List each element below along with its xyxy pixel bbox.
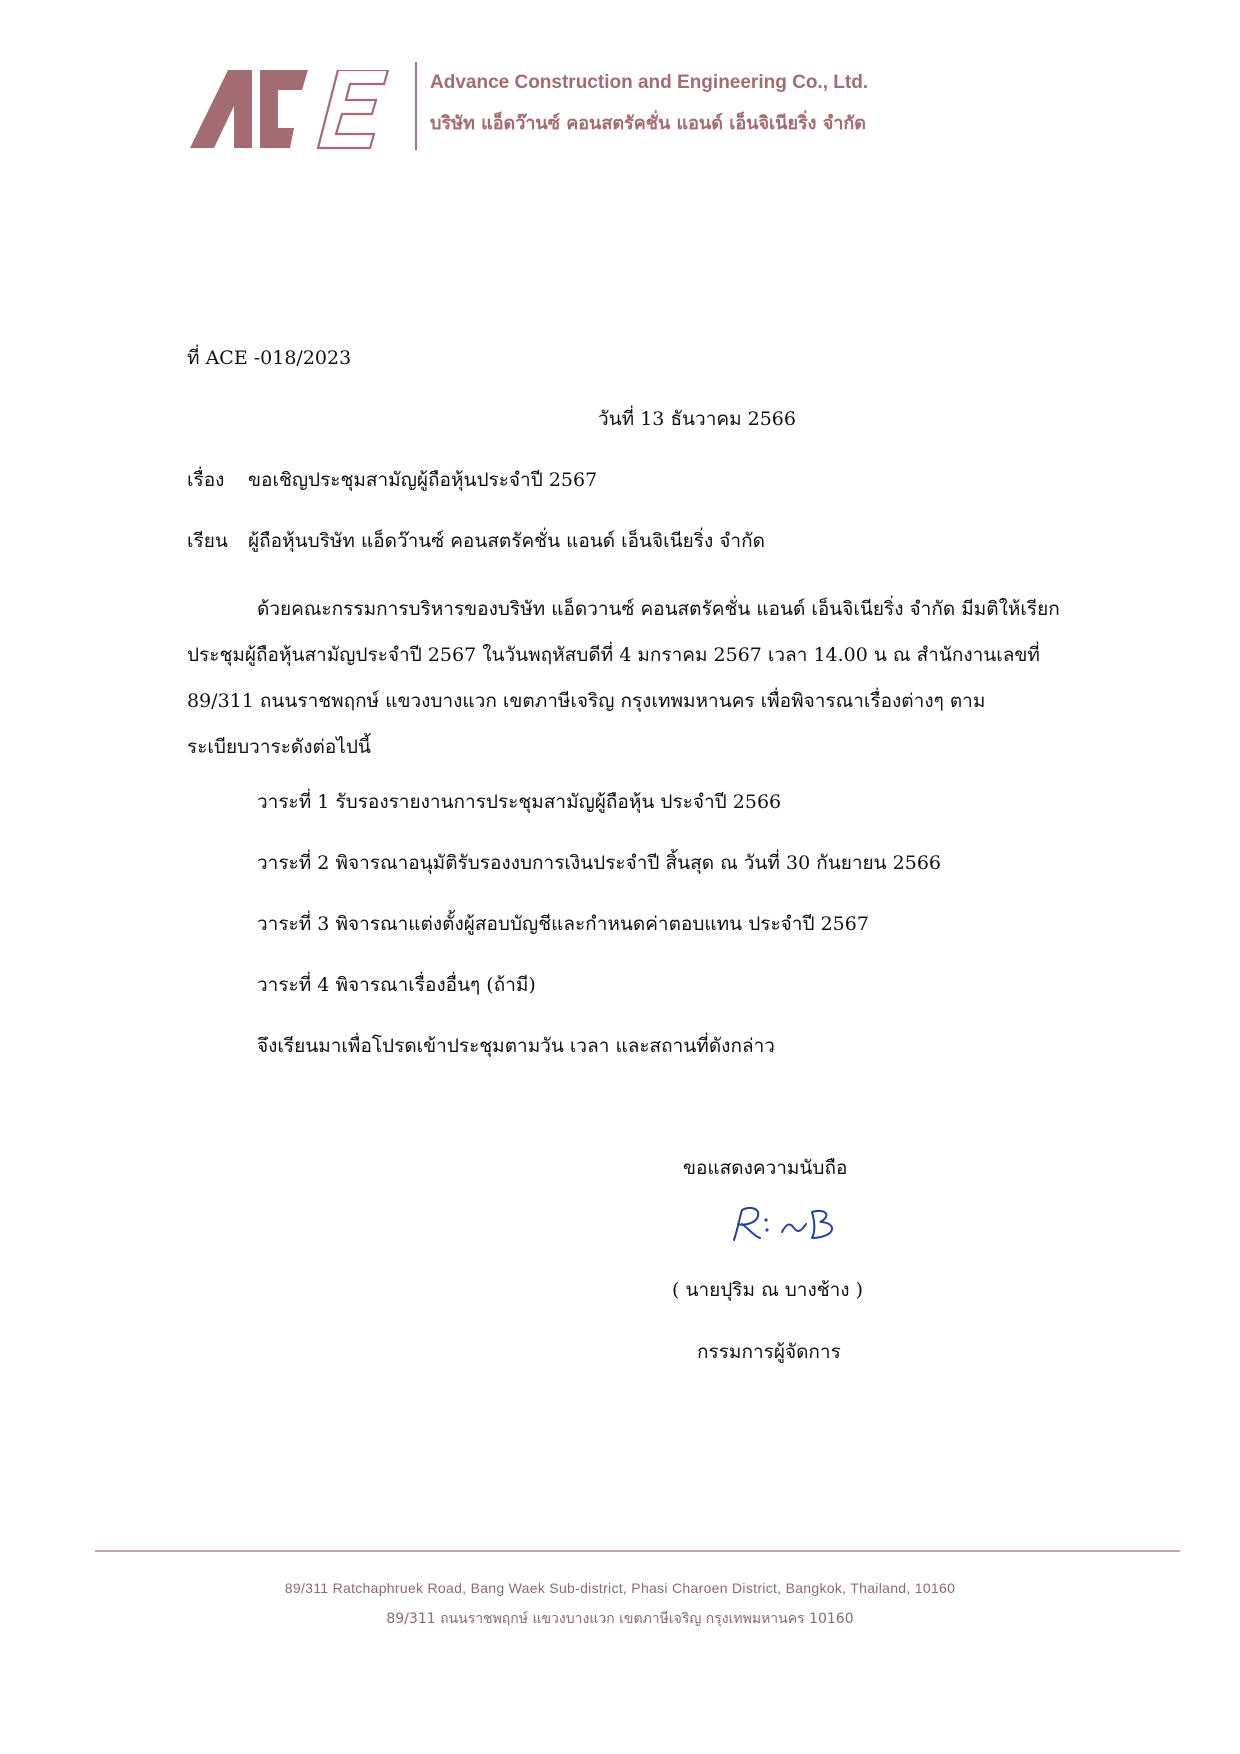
letterhead-divider (415, 62, 417, 150)
letter-date: วันที่ 13 ธันวาคม 2566 (598, 408, 796, 430)
salutation-line (187, 527, 765, 555)
salutation-label: เรียน (187, 530, 228, 552)
subject-line (187, 466, 597, 494)
subject-label: เรื่อง (187, 469, 225, 491)
subject-text: ขอเชิญประชุมสามัญผู้ถือหุ้นประจำปี 2567 (248, 469, 598, 491)
footer-address-th: 89/311 ถนนราชพฤกษ์ แขวงบางแวก เขตภาษีเจริญ กรุงเทพมหานคร 10160 (386, 1611, 854, 1627)
closing-sentence: จึงเรียนมาเพื่อโปรดเข้าประชุมตามวัน เวลา และสถานที่ดังกล่าว (257, 1035, 775, 1057)
handwritten-signature (720, 1200, 850, 1250)
salutation-text: ผู้ถือหุ้นบริษัท แอ็ดว๊านซ์ คอนสตรัคชั่น แอนด์ เอ็นจิเนียริ่ง จำกัด (248, 530, 765, 552)
company-name-th: บริษัท แอ็ดว๊านซ์ คอนสตรัคชั่น แอนด์ เอ็นจิเนียริ่ง จำกัด (430, 113, 866, 134)
agenda-item: วาระที่ 4 พิจารณาเรื่องอื่นๆ (ถ้ามี) (257, 974, 536, 996)
agenda-item: วาระที่ 2 พิจารณาอนุมัติรับรองงบการเงินประจำปี สิ้นสุด ณ วันที่ 30 กันยายน 2566 (257, 852, 942, 874)
footer-address-en: 89/311 Ratchaphruek Road, Bang Waek Sub-district, Phasi Charoen District, Bangkok, Thailand, 10160 (284, 1580, 956, 1596)
signer-title: กรรมการผู้จัดการ (697, 1341, 841, 1363)
reference-number: ที่ ACE -018/2023 (187, 347, 352, 369)
ace-logo (190, 70, 390, 150)
agenda-item: วาระที่ 3 พิจารณาแต่งตั้งผู้สอบบัญชีและกำหนดค่าตอบแทน ประจำปี 2567 (257, 913, 869, 935)
body-text: ด้วยคณะกรรมการบริหารของบริษัท แอ็ดวานซ์ คอนสตรัคชั่น แอนด์ เอ็นจิเนียริ่ง จำกัด มีมติให้เรียกประชุมผู้ถือหุ้นสามัญประจำปี 2567 ในวันพฤหัสบดีที่ 4 มกราคม 2567 เวลา 14.00 น ณ สำนักงานเลขที่ 89/311 ถนนราชพฤกษ์ แขวงบางแวก เขตภาษีเจริญ กรุงเทพมหานคร เพื่อพิจารณาเรื่องต่างๆ ตามระเบียบวาระดังต่อไปนี้ (187, 598, 1060, 758)
footer-divider (95, 1550, 1180, 1552)
sign-off: ขอแสดงความนับถือ (683, 1157, 848, 1179)
company-name-en: Advance Construction and Engineering Co., Ltd. (430, 72, 869, 93)
signer-name: ( นายปุริม ณ บางช้าง ) (672, 1279, 864, 1301)
body-paragraph (187, 586, 1075, 770)
agenda-item: วาระที่ 1 รับรองรายงานการประชุมสามัญผู้ถือหุ้น ประจำปี 2566 (257, 791, 782, 813)
